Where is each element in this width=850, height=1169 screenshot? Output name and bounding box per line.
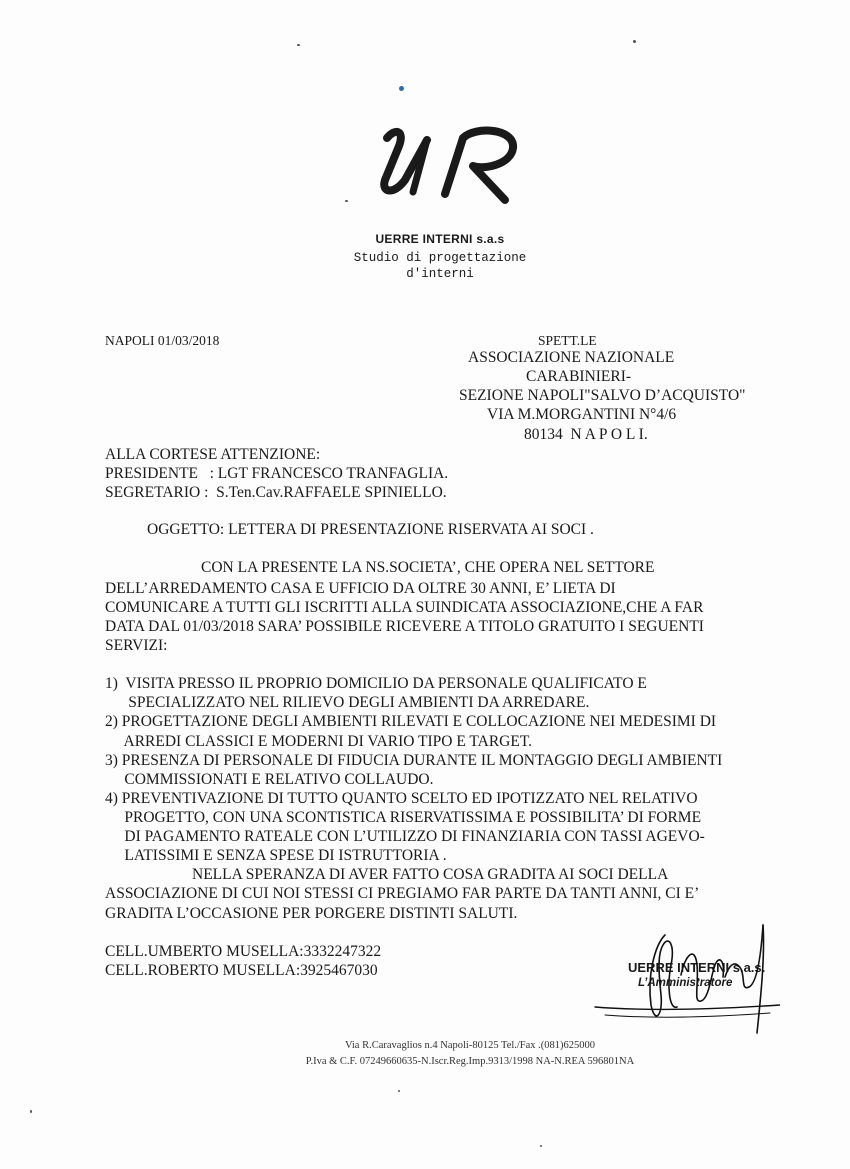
- closing-line: GRADITA L’OCCASIONE PER PORGERE DISTINTI SALUTI.: [105, 905, 518, 922]
- company-subtitle: Studio di progettazione: [353, 251, 527, 265]
- company-subtitle-2: d'interni: [406, 267, 474, 281]
- scan-speck: [633, 40, 636, 43]
- attention-heading: ALLA CORTESE ATTENZIONE:: [105, 446, 321, 463]
- service-line: 3) PRESENZA DI PERSONALE DI FIDUCIA DURANTE IL MONTAGGIO DEGLI AMBIENTI: [105, 752, 723, 769]
- ur-logo: [365, 120, 535, 210]
- service-line: ARREDI CLASSICI E MODERNI DI VARIO TIPO E TARGET.: [105, 733, 533, 750]
- company-name: UERRE INTERNI s.a.s: [375, 232, 505, 246]
- recipient-line: SPETT.LE: [538, 333, 597, 348]
- service-line: 4) PREVENTIVAZIONE DI TUTTO QUANTO SCELTO ED IPOTIZZATO NEL RELATIVO: [105, 790, 698, 807]
- recipient-line: CARABINIERI-: [526, 368, 632, 385]
- attention-secretary: SEGRETARIO : S.Ten.Cav.RAFFAELE SPINIELLO.: [105, 484, 447, 501]
- closing-line: NELLA SPERANZA DI AVER FATTO COSA GRADITA AI SOCI DELLA: [192, 866, 669, 883]
- handwritten-signature: [585, 915, 780, 1040]
- service-line: PROGETTO, CON UNA SCONTISTICA RISERVATISSIMA E POSSIBILITA’ DI FORME: [105, 809, 702, 826]
- stamp-role: L’Amministratore: [638, 977, 733, 989]
- attention-president: PRESIDENTE : LGT FRANCESCO TRANFAGLIA.: [105, 465, 449, 482]
- service-line: LATISSIMI E SENZA SPESE DI ISTRUTTORIA .: [105, 847, 447, 864]
- closing-line: ASSOCIAZIONE DI CUI NOI STESSI CI PREGIAMO FAR PARTE DA TANTI ANNI, CI E’: [105, 885, 700, 902]
- footer-address: Via R.Caravaglios n.4 Napoli-80125 Tel./Fax .(081)625000: [344, 1040, 596, 1051]
- service-line: 1) VISITA PRESSO IL PROPRIO DOMICILIO DA PERSONALE QUALIFICATO E: [105, 675, 647, 692]
- recipient-line: SEZIONE NAPOLI"SALVO D’ACQUISTO": [459, 387, 746, 404]
- intro-line: DELL’ARREDAMENTO CASA E UFFICIO DA OLTRE 30 ANNI, E’ LIETA DI: [105, 580, 616, 597]
- intro-line: SERVIZI:: [105, 637, 168, 654]
- scan-speck: [297, 44, 300, 46]
- intro-line: COMUNICARE A TUTTI GLI ISCRITTI ALLA SUINDICATA ASSOCIAZIONE,CHE A FAR: [105, 599, 704, 616]
- subject-line: OGGETTO: LETTERA DI PRESENTAZIONE RISERVATA AI SOCI .: [147, 521, 594, 538]
- service-line: SPECIALIZZATO NEL RILIEVO DEGLI AMBIENTI DA ARREDARE.: [105, 694, 590, 711]
- scan-speck: [30, 1110, 32, 1113]
- stamp-company: UERRE INTERNI s.a.s.: [628, 960, 766, 975]
- intro-line: DATA DAL 01/03/2018 SARA’ POSSIBILE RICEVERE A TITOLO GRATUITO I SEGUENTI: [105, 618, 704, 635]
- scan-speck: [399, 86, 404, 91]
- scan-speck: [398, 1090, 400, 1092]
- service-line: 2) PROGETTAZIONE DEGLI AMBIENTI RILEVATI E COLLOCAZIONE NEI MEDESIMI DI: [105, 713, 717, 730]
- contact-roberto: CELL.ROBERTO MUSELLA:3925467030: [105, 962, 378, 979]
- recipient-line: 80134 N A P O L I.: [524, 426, 648, 443]
- recipient-line: VIA M.MORGANTINI N°4/6: [487, 406, 677, 423]
- date-line: NAPOLI 01/03/2018: [105, 333, 220, 348]
- scan-speck: [345, 200, 348, 202]
- service-line: DI PAGAMENTO RATEALE CON L’UTILIZZO DI FINANZIARIA CON TASSI AGEVO-: [105, 828, 705, 845]
- service-line: COMMISSIONATI E RELATIVO COLLAUDO.: [105, 771, 434, 788]
- scan-speck: [540, 1145, 542, 1147]
- contact-umberto: CELL.UMBERTO MUSELLA:3332247322: [105, 943, 382, 960]
- intro-line: CON LA PRESENTE LA NS.SOCIETA’, CHE OPERA NEL SETTORE: [201, 559, 655, 576]
- footer-tax-info: P.Iva & C.F. 07249660635-N.Iscr.Reg.Imp.9313/1998 NA-N.REA 596801NA: [305, 1056, 635, 1067]
- recipient-line: ASSOCIAZIONE NAZIONALE: [468, 349, 675, 366]
